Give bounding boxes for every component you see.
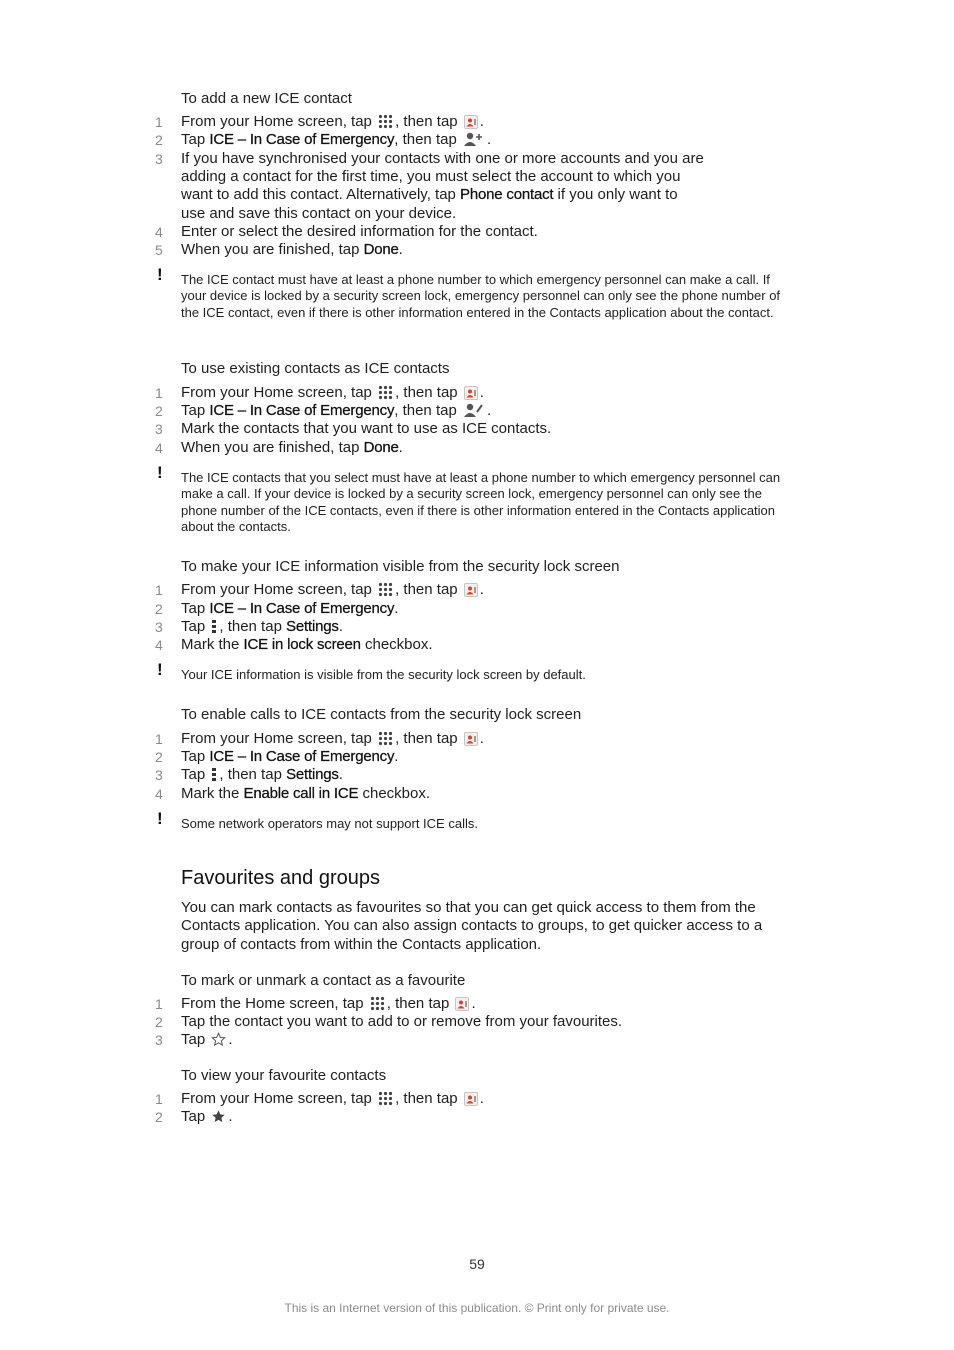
step-number: 5 [155,242,163,258]
ui-label-ice: ICE – In Case of Emergency [209,131,395,148]
step-text: Tap ICE – In Case of Emergency, then tap . [181,402,492,419]
procedure-heading: To add a new ICE contact [181,90,352,107]
step-row [0,581,954,599]
step-text: When you are finished, tap Done. [181,439,403,456]
page-number: 59 [469,1256,485,1272]
step-number: 1 [155,1091,163,1107]
step-row [0,730,954,748]
step-text: Tap . [181,1031,233,1048]
step-text: From your Home screen, tap , then tap . [181,113,484,130]
step-number: 4 [155,637,163,653]
procedure-heading: To mark or unmark a contact as a favourite [181,972,466,989]
ui-label-phone-contact: Phone contact [460,186,554,203]
note-text: The ICE contacts that you select must have at least a phone number to which emergency personnel can make a call. If your device is locked by a security screen lock, emergency personnel can only see the phone number of the ICE contacts, even if there is other information entered in the Contacts application about the contacts. [181,470,781,534]
menu-icon [211,619,217,634]
procedure-heading: To make your ICE information visible from the security lock screen [181,558,620,575]
step-text: From your Home screen, tap , then tap . [181,730,484,747]
step-row [0,1108,954,1126]
ui-label-ice: ICE – In Case of Emergency [209,748,395,765]
exclamation-icon: ! [157,660,163,679]
step-row [0,439,954,457]
step-text-line: If you have synchronised your contacts with one or more accounts and you are [181,150,704,167]
step-text: Tap ICE – In Case of Emergency. [181,748,399,765]
step-number: 3 [155,619,163,635]
step-text: Tap . [181,1108,233,1125]
star-filled-icon [211,1109,226,1124]
step-text: From the Home screen, tap , then tap . [181,995,476,1012]
step-row [0,223,954,241]
note-text: Some network operators may not support ICE calls. [181,816,478,831]
step-text: Mark the Enable call in ICE checkbox. [181,785,431,802]
step-row [0,1013,954,1031]
exclamation-icon: ! [157,809,163,828]
step-text-line: want to add this contact. Alternatively, tap Phone contact if you only want to [181,186,678,203]
step-number: 1 [155,996,163,1012]
step-number: 2 [155,1109,163,1125]
section-title: Favourites and groups [181,867,381,889]
step-text: Tap , then tap Settings. [181,766,343,783]
step-row [0,1090,954,1108]
apps-grid-icon [378,114,393,129]
step-text: Mark the ICE in lock screen checkbox. [181,636,433,653]
add-contact-icon [463,131,485,147]
step-number: 3 [155,421,163,437]
ui-label-ice: ICE – In Case of Emergency [209,600,395,617]
step-text: When you are finished, tap Done. [181,241,403,258]
step-text: Tap ICE – In Case of Emergency. [181,600,399,617]
step-row [0,402,954,420]
contacts-app-icon [455,997,469,1011]
step-text: Mark the contacts that you want to use as ICE contacts. [181,420,552,437]
step-number: 2 [155,132,163,148]
step-row [0,748,954,766]
step-number: 3 [155,151,163,167]
step-text-line: use and save this contact on your device. [181,205,457,222]
apps-grid-icon [378,582,393,597]
step-text-line: adding a contact for the first time, you must select the account to which you [181,168,681,185]
step-number: 1 [155,582,163,598]
step-row [0,618,954,636]
step-row [0,113,954,131]
step-number: 4 [155,786,163,802]
step-number: 4 [155,224,163,240]
contacts-app-icon [464,1092,478,1106]
note-text: The ICE contact must have at least a phone number to which emergency personnel can make a call. If your device is locked by a security screen lock, emergency personnel can only see the phone number of the ICE contact, even if there is other information entered in the Contacts application about the contact. [181,272,781,320]
step-row [0,384,954,402]
step-text: Enter or select the desired information for the contact. [181,223,538,240]
step-row [0,636,954,654]
step-text: Tap the contact you want to add to or remove from your favourites. [181,1013,623,1030]
section-intro: You can mark contacts as favourites so that you can get quick access to them from the Contacts application. You can also assign contacts to groups, to get quicker access to a group of contacts from within the Contacts application. [181,899,763,953]
ui-label-ice-lock-screen: ICE in lock screen [243,636,361,653]
step-row [0,131,954,149]
contacts-app-icon [464,732,478,746]
step-number: 4 [155,440,163,456]
contacts-app-icon [464,115,478,129]
step-row [0,766,954,784]
step-number: 2 [155,1014,163,1030]
procedure-heading: To view your favourite contacts [181,1067,387,1084]
step-text: From your Home screen, tap , then tap . [181,1090,484,1107]
step-number: 2 [155,749,163,765]
step-row [0,600,954,618]
star-outline-icon [211,1032,226,1047]
step-row [0,420,954,438]
step-text: From your Home screen, tap , then tap . [181,384,484,401]
step-number: 2 [155,601,163,617]
step-number: 1 [155,385,163,401]
step-text: From your Home screen, tap , then tap . [181,581,484,598]
apps-grid-icon [370,996,385,1011]
step-number: 2 [155,403,163,419]
step-number: 1 [155,114,163,130]
step-row [0,241,954,259]
step-row [0,1031,954,1049]
step-row [0,785,954,803]
ui-label-done: Done [363,241,399,258]
contacts-app-icon [464,583,478,597]
edit-contact-icon [463,402,485,418]
procedure-heading: To enable calls to ICE contacts from the security lock screen [181,706,582,723]
step-number: 3 [155,767,163,783]
apps-grid-icon [378,385,393,400]
step-number: 3 [155,1032,163,1048]
step-number: 1 [155,731,163,747]
step-row [0,995,954,1013]
exclamation-icon: ! [157,463,163,482]
exclamation-icon: ! [157,265,163,284]
ui-label-settings: Settings [286,766,339,783]
footer-notice: This is an Internet version of this publication. © Print only for private use. [284,1301,670,1315]
ui-label-done: Done [363,439,399,456]
note-text: Your ICE information is visible from the security lock screen by default. [181,667,586,682]
ui-label-ice: ICE – In Case of Emergency [209,402,395,419]
menu-icon [211,767,217,782]
ui-label-settings: Settings [286,618,339,635]
ui-label-enable-call: Enable call in ICE [243,785,359,802]
procedure-heading: To use existing contacts as ICE contacts [181,360,450,377]
step-text: Tap ICE – In Case of Emergency, then tap . [181,131,492,148]
apps-grid-icon [378,731,393,746]
step-text: Tap , then tap Settings. [181,618,343,635]
contacts-app-icon [464,386,478,400]
apps-grid-icon [378,1091,393,1106]
